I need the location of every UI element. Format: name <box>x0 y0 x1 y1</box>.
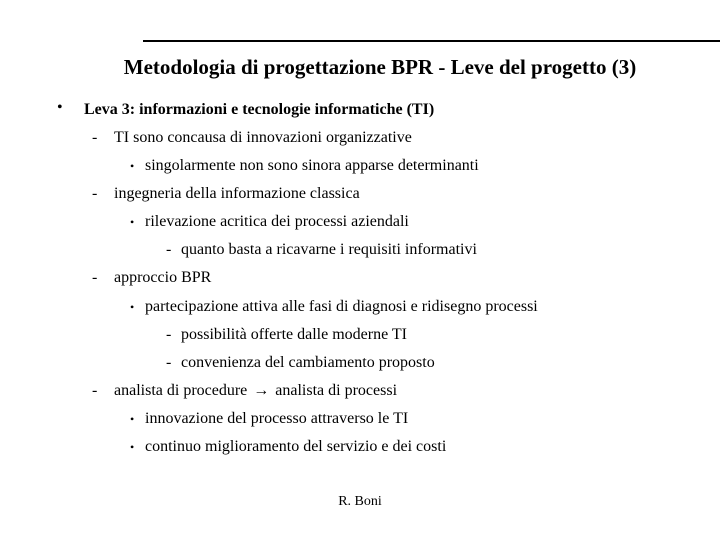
item-8-text: convenienza del cambiamento proposto <box>181 354 435 371</box>
item-6-text: partecipazione attiva alle fasi di diagnosi e ridisegno processi <box>145 298 538 315</box>
level1-bullet: • <box>57 99 63 116</box>
item-9-text-a: analista di procedure <box>114 382 248 399</box>
item-9-marker: - <box>92 382 98 399</box>
item-1-text: singolarmente non sono sinora apparse determinanti <box>145 157 479 174</box>
item-4-marker: - <box>166 241 172 258</box>
item-2-text: ingegneria della informazione classica <box>114 185 360 202</box>
item-3-text: rilevazione acritica dei processi aziendali <box>145 213 409 230</box>
item-11-marker: • <box>130 440 135 454</box>
item-7-text: possibilità offerte dalle moderne TI <box>181 326 408 343</box>
item-4-text: quanto basta a ricavarne i requisiti informativi <box>181 241 477 258</box>
item-1-marker: • <box>130 159 135 173</box>
right-arrow-icon: → <box>253 382 270 399</box>
item-0-text: TI sono concausa di innovazioni organizzative <box>114 129 412 146</box>
item-9-text <box>114 381 397 401</box>
item-10-text: innovazione del processo attraverso le TI <box>145 410 409 427</box>
footer-author: R. Boni <box>338 494 382 509</box>
item-11-text: continuo miglioramento del servizio e dei costi <box>145 438 447 455</box>
item-5-text: approccio BPR <box>114 269 212 286</box>
item-2-marker: - <box>92 185 98 202</box>
slide-title: Metodologia di progettazione BPR - Leve del progetto (3) <box>123 55 637 79</box>
item-10-marker: • <box>130 412 135 426</box>
item-3-marker: • <box>130 215 135 229</box>
title-rule <box>143 40 720 42</box>
item-9-text-b: analista di processi <box>275 382 398 399</box>
item-6-marker: • <box>130 300 135 314</box>
level1-heading: Leva 3: informazioni e tecnologie informatiche (TI) <box>84 101 435 118</box>
item-0-marker: - <box>92 129 98 146</box>
item-7-marker: - <box>166 326 172 343</box>
item-5-marker: - <box>92 269 98 286</box>
item-8-marker: - <box>166 354 172 371</box>
